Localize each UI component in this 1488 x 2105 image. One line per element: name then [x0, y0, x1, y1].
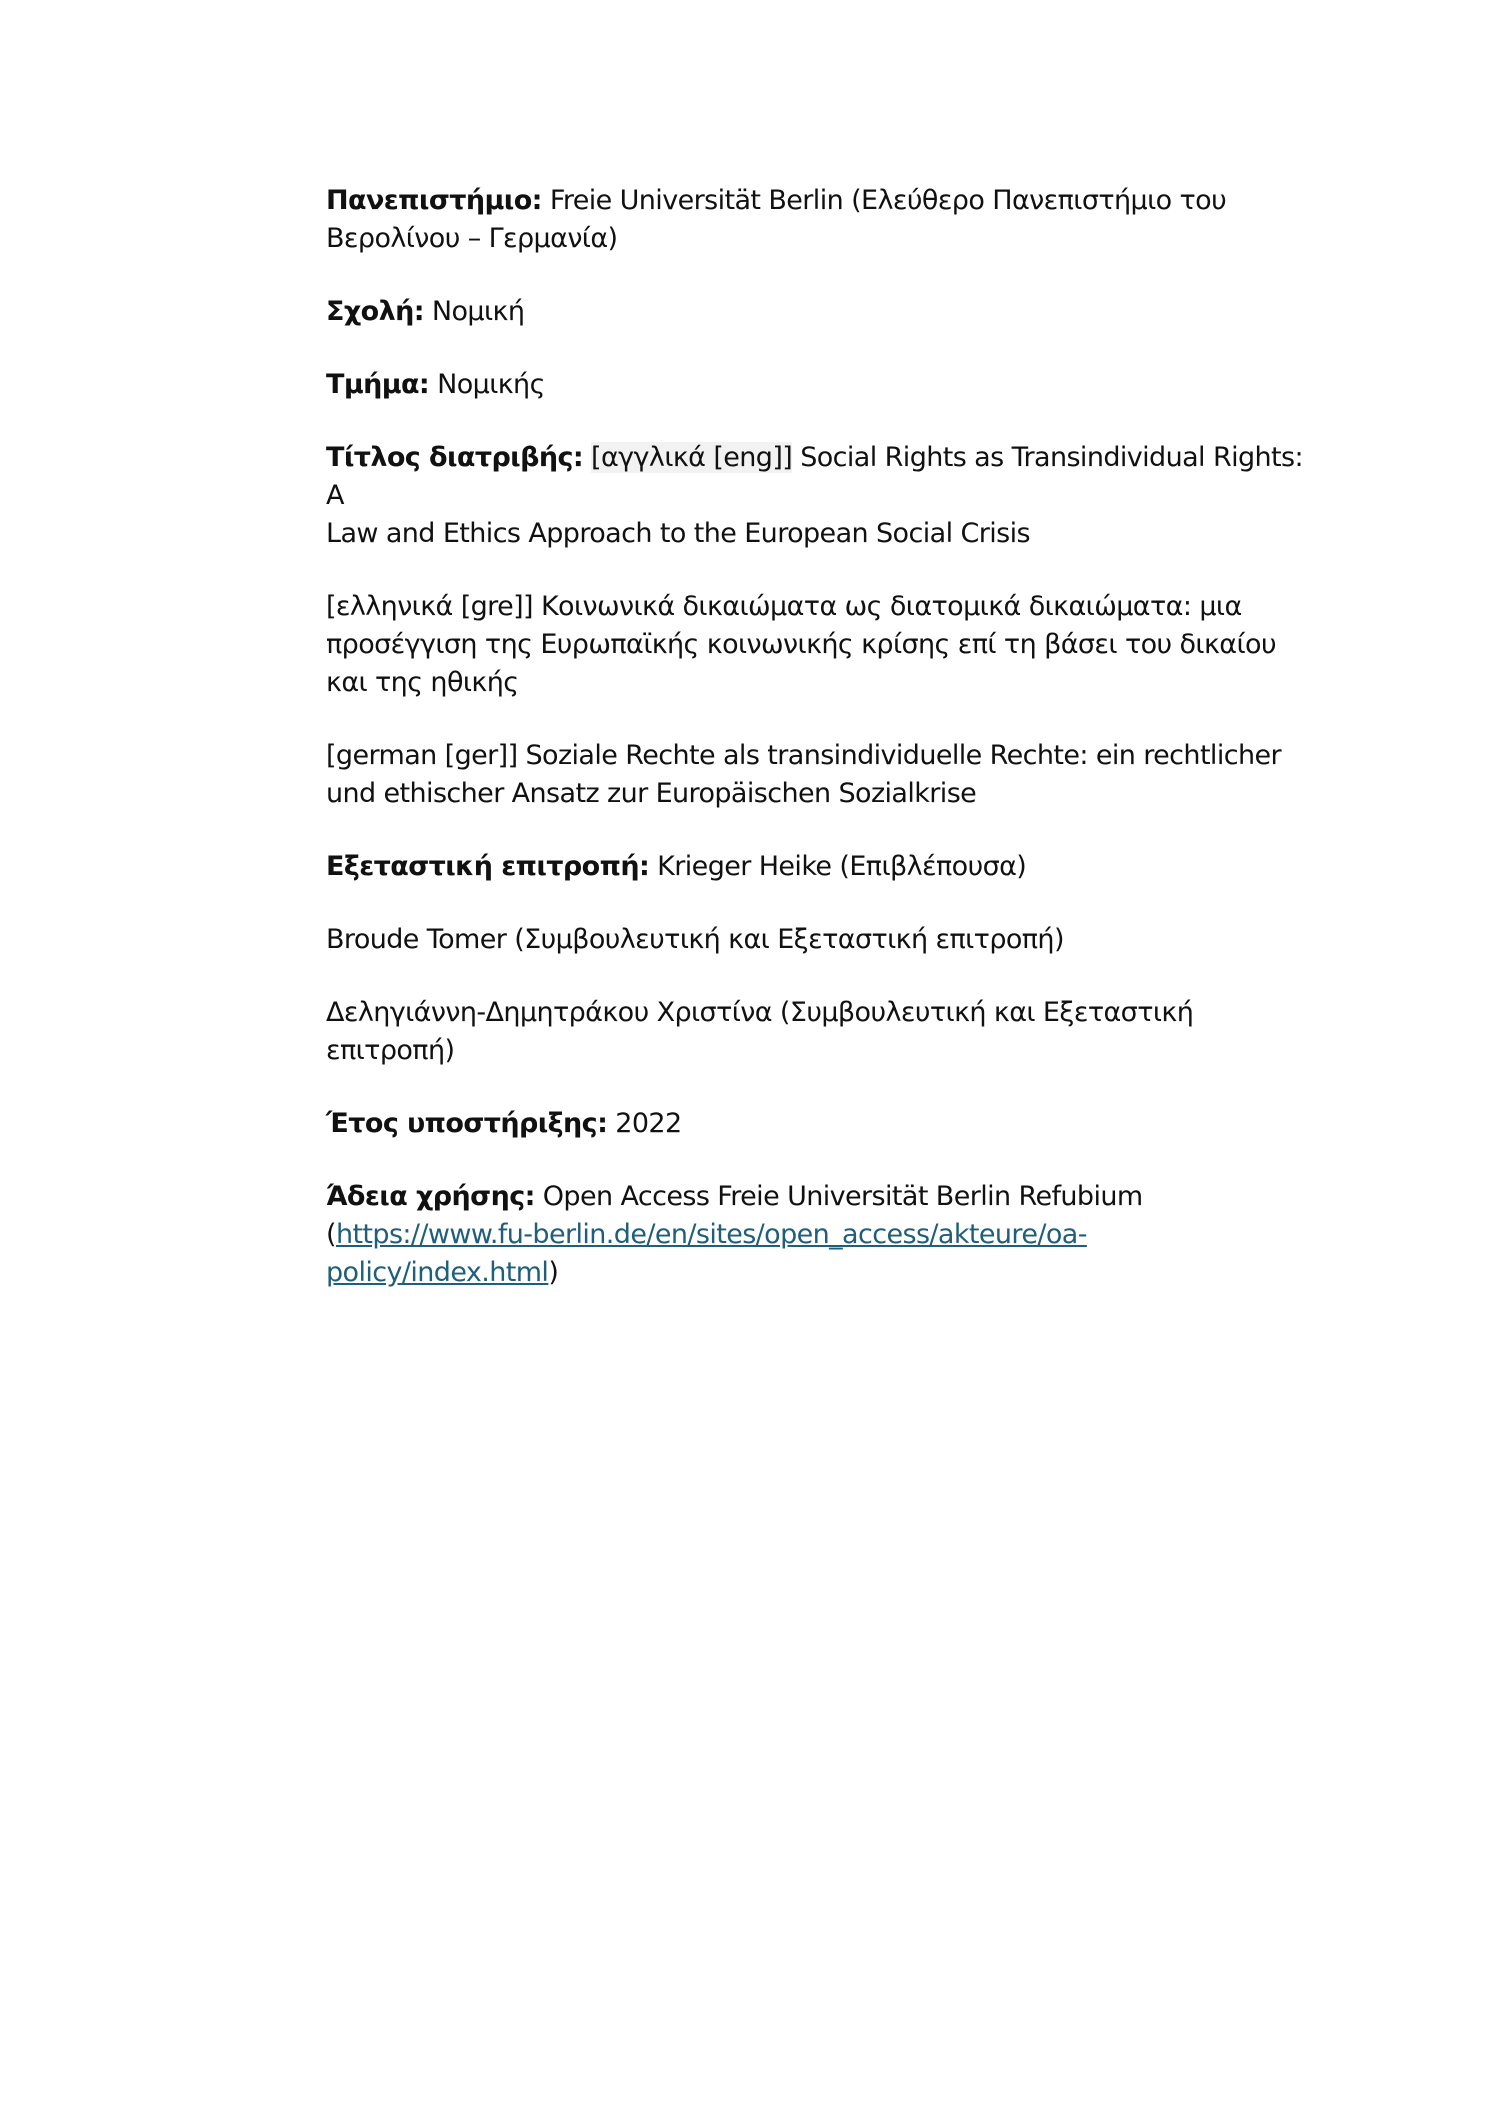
committee-member: Δεληγιάννη-Δημητράκου Χριστίνα (Συμβουλευτική και Εξεταστική επιτροπή) [326, 997, 1194, 1066]
license-value: Open Access Freie Universität Berlin Refubium [534, 1181, 1143, 1212]
university-label: Πανεπιστήμιο: [326, 185, 542, 216]
committee-member: Broude Tomer (Συμβουλευτική και Εξεταστική επιτροπή) [326, 924, 1064, 955]
defense-year-label: Έτος υποστήριξης: [326, 1108, 608, 1139]
defense-year-paragraph [326, 1105, 1326, 1143]
committee-member-paragraph [326, 994, 1326, 1070]
thesis-title-label: Τίτλος διατριβής: [326, 442, 584, 473]
university-value-line2: Βερολίνου – Γερμανία) [326, 223, 618, 254]
greek-language-tag: [ελληνικά [gre]] [326, 591, 533, 622]
german-language-tag: [german [ger]] [326, 740, 518, 771]
license-paren-close: ) [548, 1257, 559, 1288]
license-paragraph [326, 1178, 1326, 1292]
greek-title-line2: προσέγγιση της Ευρωπαϊκής κοινωνικής κρίσης επί τη βάσει του δικαίου [326, 629, 1276, 660]
greek-title-line3: και της ηθικής [326, 667, 519, 698]
department-value: Νομικής [429, 369, 545, 400]
department-label: Τμήμα: [326, 369, 430, 400]
license-paren-open: ( [326, 1219, 336, 1250]
committee-paragraph [326, 848, 1326, 886]
english-title-line2: Law and Ethics Approach to the European Social Crisis [326, 518, 1030, 549]
document-body [326, 182, 1326, 1327]
license-label: Άδεια χρήσης: [326, 1181, 535, 1212]
thesis-title-greek-paragraph [326, 588, 1326, 702]
defense-year-value: 2022 [607, 1108, 682, 1139]
school-value: Νομική [423, 296, 525, 327]
committee-member: Krieger Heike (Επιβλέπουσα) [649, 851, 1027, 882]
german-title-line2: und ethischer Ansatz zur Europäischen Sozialkrise [326, 778, 977, 809]
school-paragraph [326, 293, 1326, 331]
school-label: Σχολή: [326, 296, 424, 327]
thesis-title-english-paragraph [326, 439, 1326, 553]
committee-label: Εξεταστική επιτροπή: [326, 851, 650, 882]
department-paragraph [326, 366, 1326, 404]
license-url-link[interactable] [326, 1219, 1087, 1288]
committee-member-paragraph [326, 921, 1326, 959]
university-value-line1: Freie Universität Berlin (Ελεύθερο Πανεπιστήμιο του [541, 185, 1227, 216]
license-url-line1[interactable]: https://www.fu-berlin.de/en/sites/open_access/akteure/oa- [335, 1219, 1087, 1250]
license-url-line2[interactable]: policy/index.html [326, 1257, 549, 1288]
english-language-tag: [αγγλικά [eng]] [591, 442, 793, 473]
german-title-line1: Soziale Rechte als transindividuelle Rechte: ein rechtlicher [517, 740, 1282, 771]
university-paragraph [326, 182, 1326, 258]
english-title-line1: Social Rights as Transindividual Rights: A [326, 442, 1304, 511]
thesis-title-german-paragraph [326, 737, 1326, 813]
greek-title-line1: Κοινωνικά δικαιώματα ως διατομικά δικαιώματα: μια [532, 591, 1242, 622]
